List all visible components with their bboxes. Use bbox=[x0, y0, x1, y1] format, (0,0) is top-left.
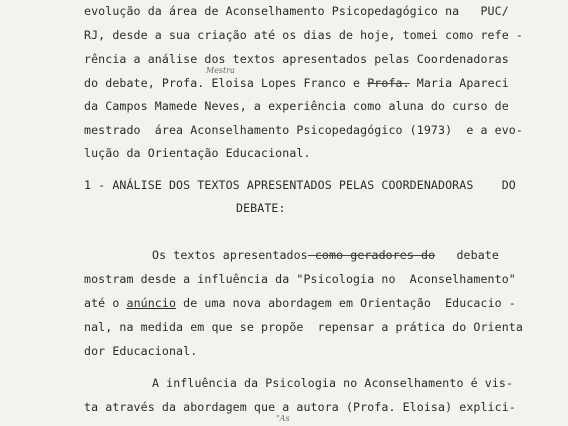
paragraph-2-line-1: A influência da Psicologia no Aconselhamento é vis- bbox=[152, 376, 514, 390]
handwritten-note-mestra: Mestra bbox=[206, 66, 235, 75]
paragraph-1-line-3-end: de uma nova abordagem em Orientação Educacio - bbox=[176, 296, 516, 310]
text-line-7: lução da Orientação Educacional. bbox=[84, 146, 311, 160]
paragraph-2-line-2: ta através da abordagem que a autora (Profa. Eloisa) explici- bbox=[84, 400, 516, 414]
paragraph-1-debate: debate bbox=[435, 248, 499, 262]
text-line-3: rência a análise dos textos apresentados pelas Coordenadoras bbox=[84, 52, 509, 66]
strikethrough-phrase: como geradores do bbox=[307, 248, 436, 262]
section-heading-end: DEBATE: bbox=[236, 201, 286, 215]
paragraph-1-line-2: mostram desde a influência da "Psicologia no Aconselhamento" bbox=[84, 272, 516, 286]
text-line-1: evolução da área de Aconselhamento Psicopedagógico na PUC/ bbox=[84, 4, 509, 18]
text-line-4-start: do debate, Profa. Eloisa Lopes Franco e bbox=[84, 76, 368, 90]
paragraph-1-line-4: nal, na medida em que se propõe repensar a prática do Orienta bbox=[84, 320, 523, 334]
paragraph-1-line-5: dor Educacional. bbox=[84, 344, 198, 358]
underlined-word: anúncio bbox=[126, 296, 177, 310]
paragraph-1-line-3 bbox=[84, 296, 516, 310]
strikethrough-profa: Profa. bbox=[367, 76, 410, 90]
text-line-4-end: Maria Apareci bbox=[409, 76, 509, 90]
text-line-2: RJ, desde a sua criação até os dias de hoje, tomei como refe - bbox=[84, 28, 523, 42]
handwritten-note-as: "As bbox=[276, 414, 290, 423]
paragraph-1-line-1 bbox=[152, 248, 499, 262]
text-line-4 bbox=[84, 76, 509, 90]
text-line-6: mestrado área Aconselhamento Psicopedagógico (1973) e a evo- bbox=[84, 123, 523, 137]
text-line-5: da Campos Mamede Neves, a experiência como aluna do curso de bbox=[84, 99, 509, 113]
paragraph-1-line-3-start: até o bbox=[84, 296, 127, 310]
paragraph-1-start: Os textos apresentados bbox=[152, 248, 308, 262]
section-heading: 1 - ANÁLISE DOS TEXTOS APRESENTADOS PELAS COORDENADORAS DO bbox=[84, 178, 516, 192]
